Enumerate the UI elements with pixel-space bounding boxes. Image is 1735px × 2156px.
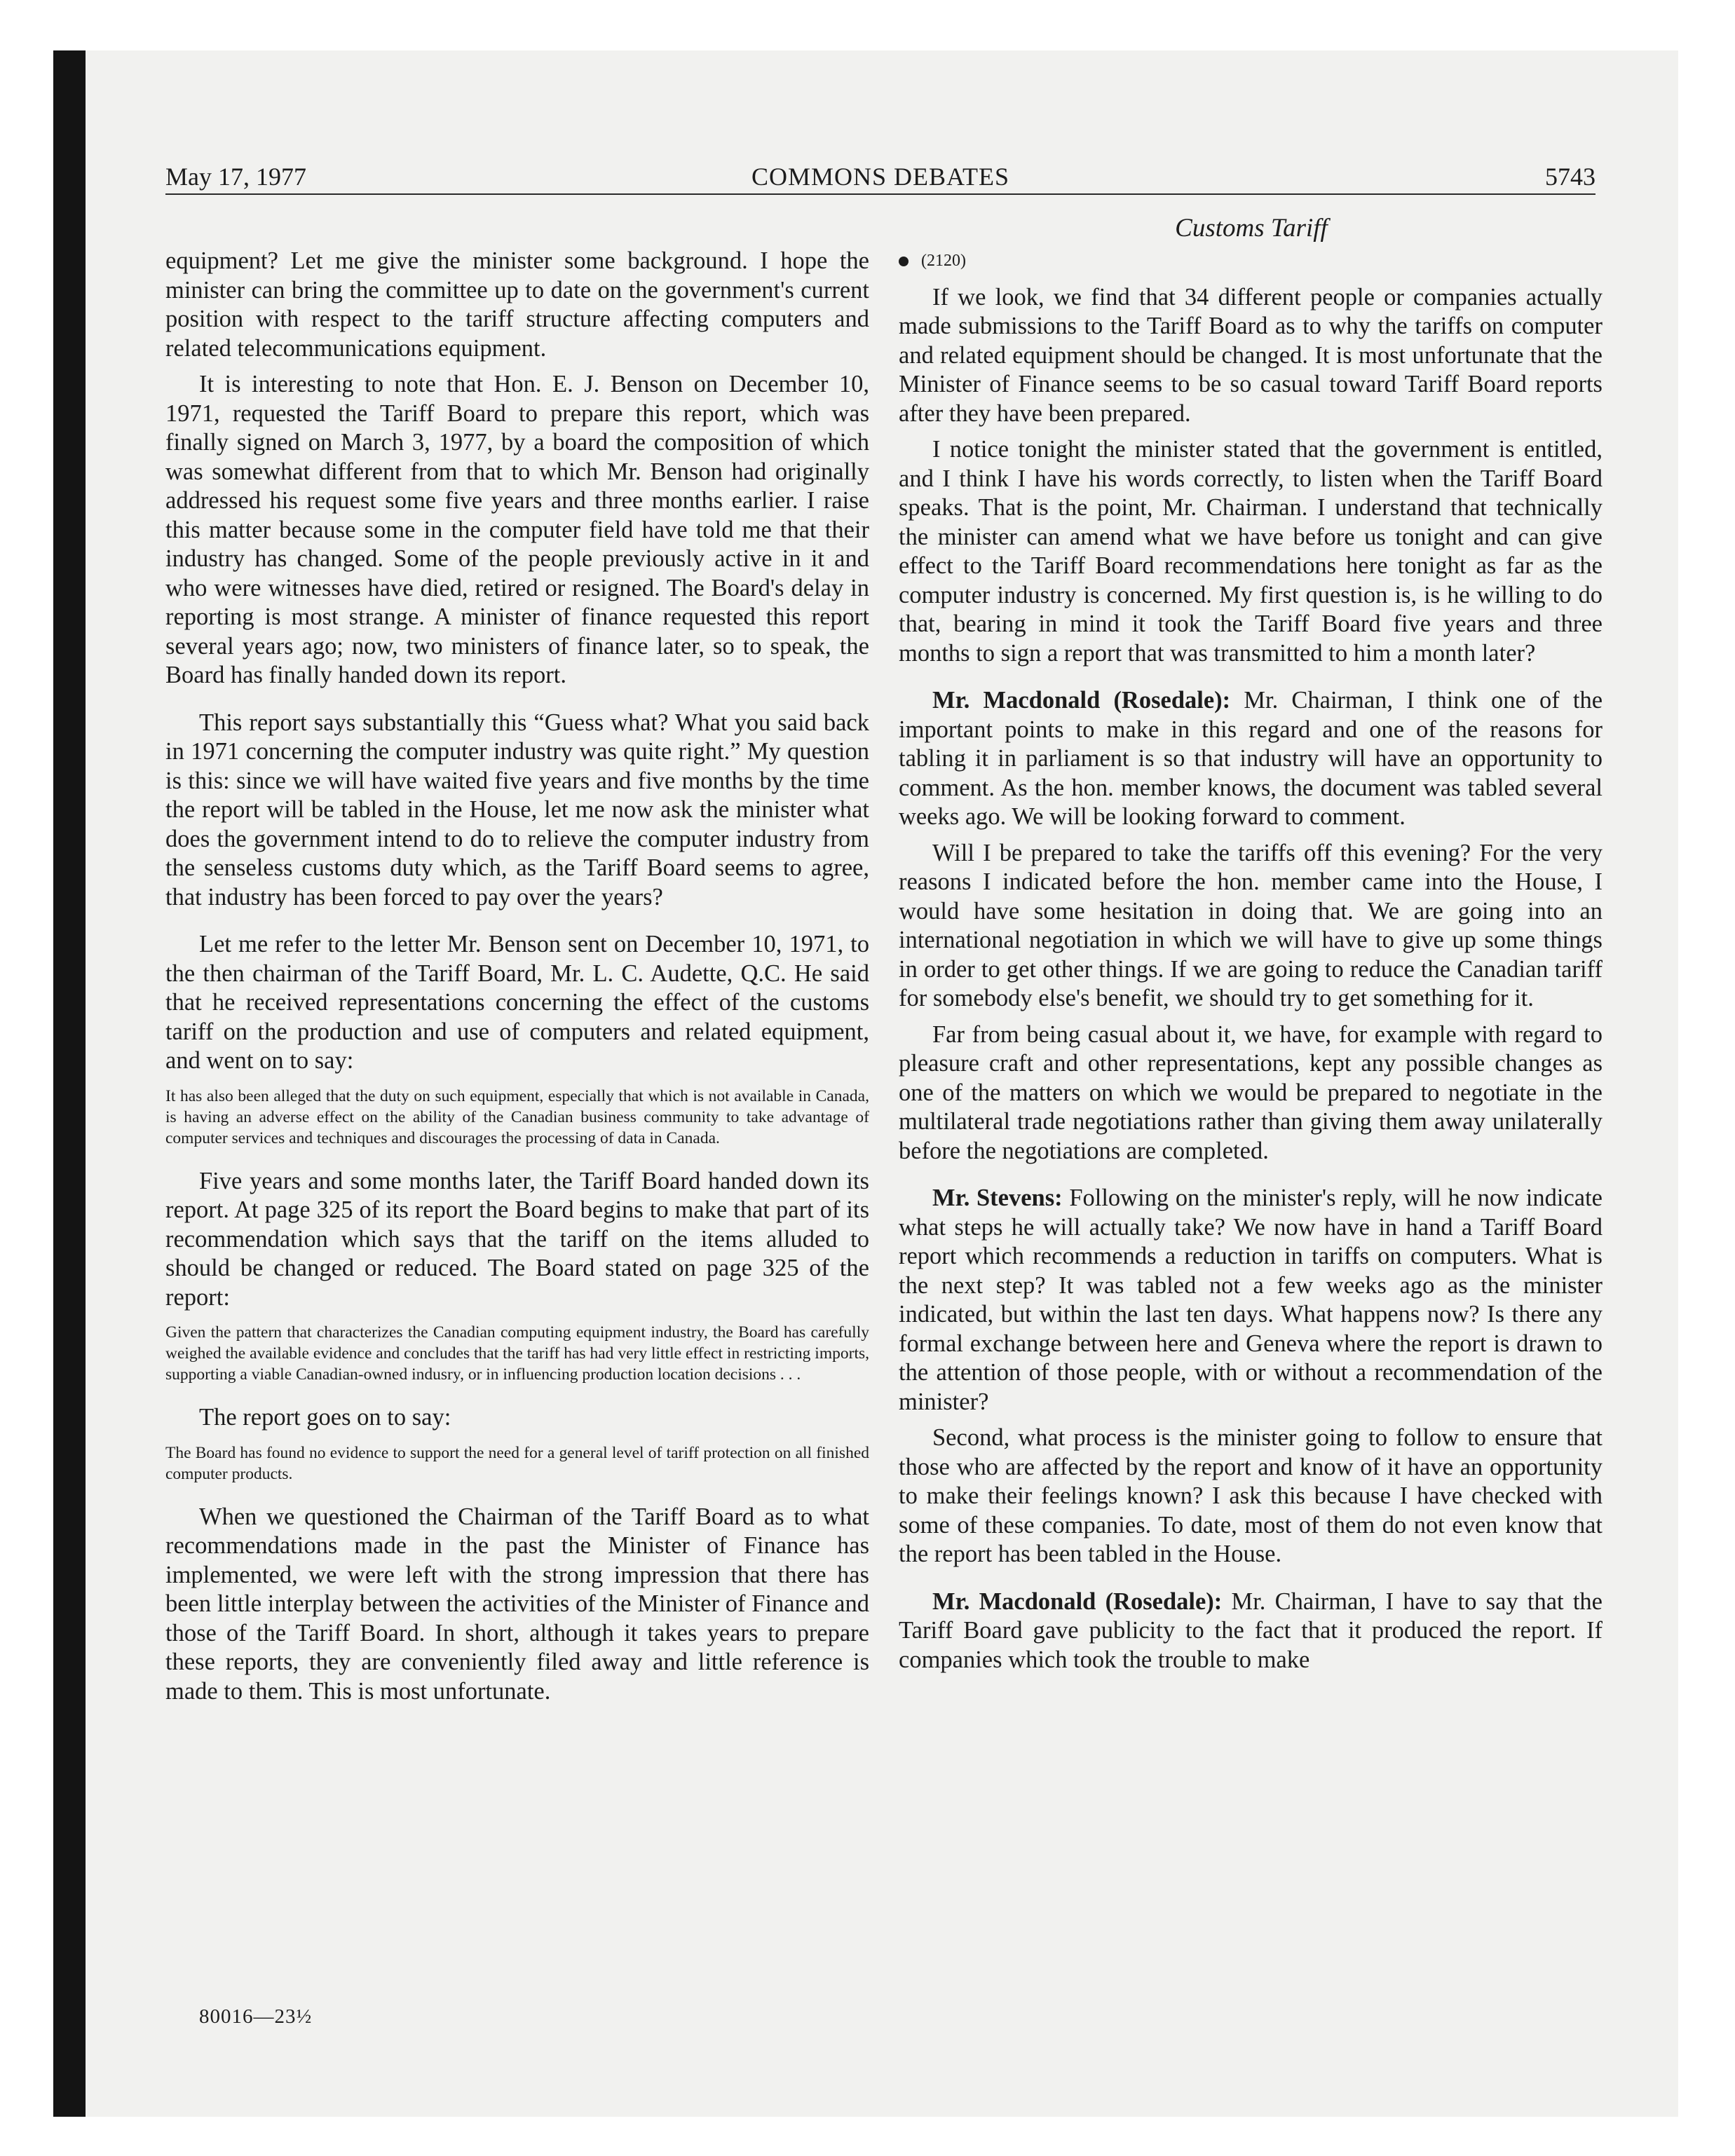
left-column — [165, 247, 869, 1706]
block-quote: The Board has found no evidence to support the need for a general level of tariff protection on all finished computer products. — [165, 1443, 869, 1483]
paragraph: Let me refer to the letter Mr. Benson sent on December 10, 1971, to the then chairman of the Tariff Board, Mr. L. C. Audette, Q.C. He said that he received representations concerning the effect of the customs tariff on the production and use of computers and related equipment, and went on to say: — [165, 931, 869, 1074]
paragraph: I notice tonight the minister stated that the government is entitled, and I think I have his words correctly, to listen when the Tariff Board speaks. That is the point, Mr. Chairman. I understand that technically the minister can amend what we have before us tonight and can give effect to the Tariff Board recommendations here tonight as far as the computer industry is concerned. My first question is, is he willing to do that, bearing in mind it took the Tariff Board five years and three months to sign a report that was transmitted to him a month later? — [899, 436, 1603, 667]
paragraph: equipment? Let me give the minister some background. I hope the minister can bring the committee up to date on the government's current position with respect to the tariff structure affecting computers and related telecommunications equipment. — [165, 247, 869, 362]
paragraph: If we look, we find that 34 different people or companies actually made submissions to the Tariff Board as to why the tariffs on computer and related equipment should be changed. It is most unfortunate that the Minister of Finance seems to be so casual toward Tariff Board reports after they have been prepared. — [899, 283, 1603, 427]
section-title: Customs Tariff — [1175, 214, 1328, 243]
speech-text: Mr. Chairman, I have to say that the Tariff Board gave publicity to the fact that it produced the report. If companies which took the trouble to make — [899, 1588, 1603, 1673]
header-title: COMMONS DEBATES — [751, 163, 1010, 191]
header-date: May 17, 1977 — [165, 163, 306, 191]
paragraph: It is interesting to note that Hon. E. J. Benson on December 10, 1971, requested the Tariff Board to prepare this report, which was finally signed on March 3, 1977, by a board the composition of which was somewhat different from that to which Mr. Benson had originally addressed his request some five years and three months earlier. I raise this matter because some in the computer field have told me that their industry has changed. Some of the people previously active in it and who were witnesses have died, retired or resigned. The Board's delay in reporting is most strange. A minister of finance requested this report several years ago; now, two ministers of finance later, so to speak, the Board has finally handed down its report. — [165, 371, 869, 688]
time-marker — [899, 247, 1603, 276]
footer-code: 80016—23½ — [199, 2005, 313, 2028]
speaker-name: Mr. Stevens: — [932, 1185, 1063, 1211]
time-marker-label: (2120) — [921, 252, 966, 270]
paragraph: When we questioned the Chairman of the Tariff Board as to what recommendations made in the past the Minister of Finance has implemented, we were left with the strong impression that there has been little interplay between the activities of the Minister of Finance and those of the Tariff Board. In short, although it takes years to prepare these reports, they are conveniently filed away and little reference is made to them. This is most unfortunate. — [165, 1503, 869, 1705]
paragraph — [899, 1588, 1603, 1675]
paragraph: Will I be prepared to take the tariffs off this evening? For the very reasons I indicated before the hon. member came into the House, I would have some hesitation in doing that. We are going into an international negotiation in which we will have to give up some things in order to get other things. If we are going to reduce the Canadian tariff for somebody else's benefit, we should try to get something for it. — [899, 839, 1603, 1011]
block-quote: It has also been alleged that the duty on such equipment, especially that which is not available in Canada, is having an adverse effect on the ability of the Canadian business community to take advantage of computer services and techniques and discourages the processing of data in Canada. — [165, 1086, 869, 1147]
speaker-name: Mr. Macdonald (Rosedale): — [932, 687, 1231, 714]
paragraph — [899, 1184, 1603, 1417]
page-number: 5743 — [1545, 163, 1595, 191]
paragraph: Far from being casual about it, we have, for example with regard to pleasure craft and other representations, kept any possible changes as one of the matters on which we would be prepared to negotiate in the multilateral trade negotiations rather than giving them away unilaterally before the negotiations are completed. — [899, 1021, 1603, 1164]
speech-text: Mr. Chairman, I think one of the important points to make in this regard and one of the reasons for tabling it in parliament is so that industry will have an opportunity to comment. As the hon. member knows, the document was tabled several weeks ago. We will be looking forward to comment. — [899, 687, 1603, 830]
paragraph: The report goes on to say: — [199, 1404, 451, 1431]
paragraph: Second, what process is the minister going to follow to ensure that those who are affected by the report and know of it have an opportunity to make their feelings known? I ask this because I have checked with some of these companies. To date, most of them do not even know that the report has been tabled in the House. — [899, 1424, 1603, 1567]
paragraph: This report says substantially this “Guess what? What you said back in 1971 concerning the computer industry was quite right.” My question is this: since we will have waited five years and five months by the time the report will be tabled in the House, let me now ask the minister what does the government intend to do to relieve the computer industry from the senseless customs duty which, as the Tariff Board seems to agree, that industry has been forced to pay over the years? — [165, 709, 869, 910]
right-column — [899, 247, 1603, 1674]
block-quote: Given the pattern that characterizes the Canadian computing equipment industry, the Board has carefully weighed the available evidence and concludes that the tariff has had very little effect in restricting imports, supporting a viable Canadian-owned indusry, or in influencing production location decisions . . . — [165, 1323, 869, 1384]
paragraph: Five years and some months later, the Tariff Board handed down its report. At page 325 of its report the Board begins to make that part of its recommendation which says that the tariff on the items alluded to should be changed or reduced. The Board stated on page 325 of the report: — [165, 1167, 869, 1311]
speech-text: Following on the minister's reply, will he now indicate what steps he will actually take? We now have in hand a Tariff Board report which recommends a reduction in tariffs on computers. What is the next step? It was tabled not a few weeks ago as the minister indicated, but within the last ten days. What happens now? Is there any formal exchange between here and Geneva where the report is drawn to the attention of those people, with or without a recommendation of the minister? — [899, 1185, 1603, 1415]
speaker-name: Mr. Macdonald (Rosedale): — [932, 1588, 1223, 1615]
header-rule — [165, 193, 1595, 195]
paragraph — [899, 686, 1603, 832]
running-header — [165, 163, 1595, 198]
bullet-icon — [899, 257, 909, 266]
